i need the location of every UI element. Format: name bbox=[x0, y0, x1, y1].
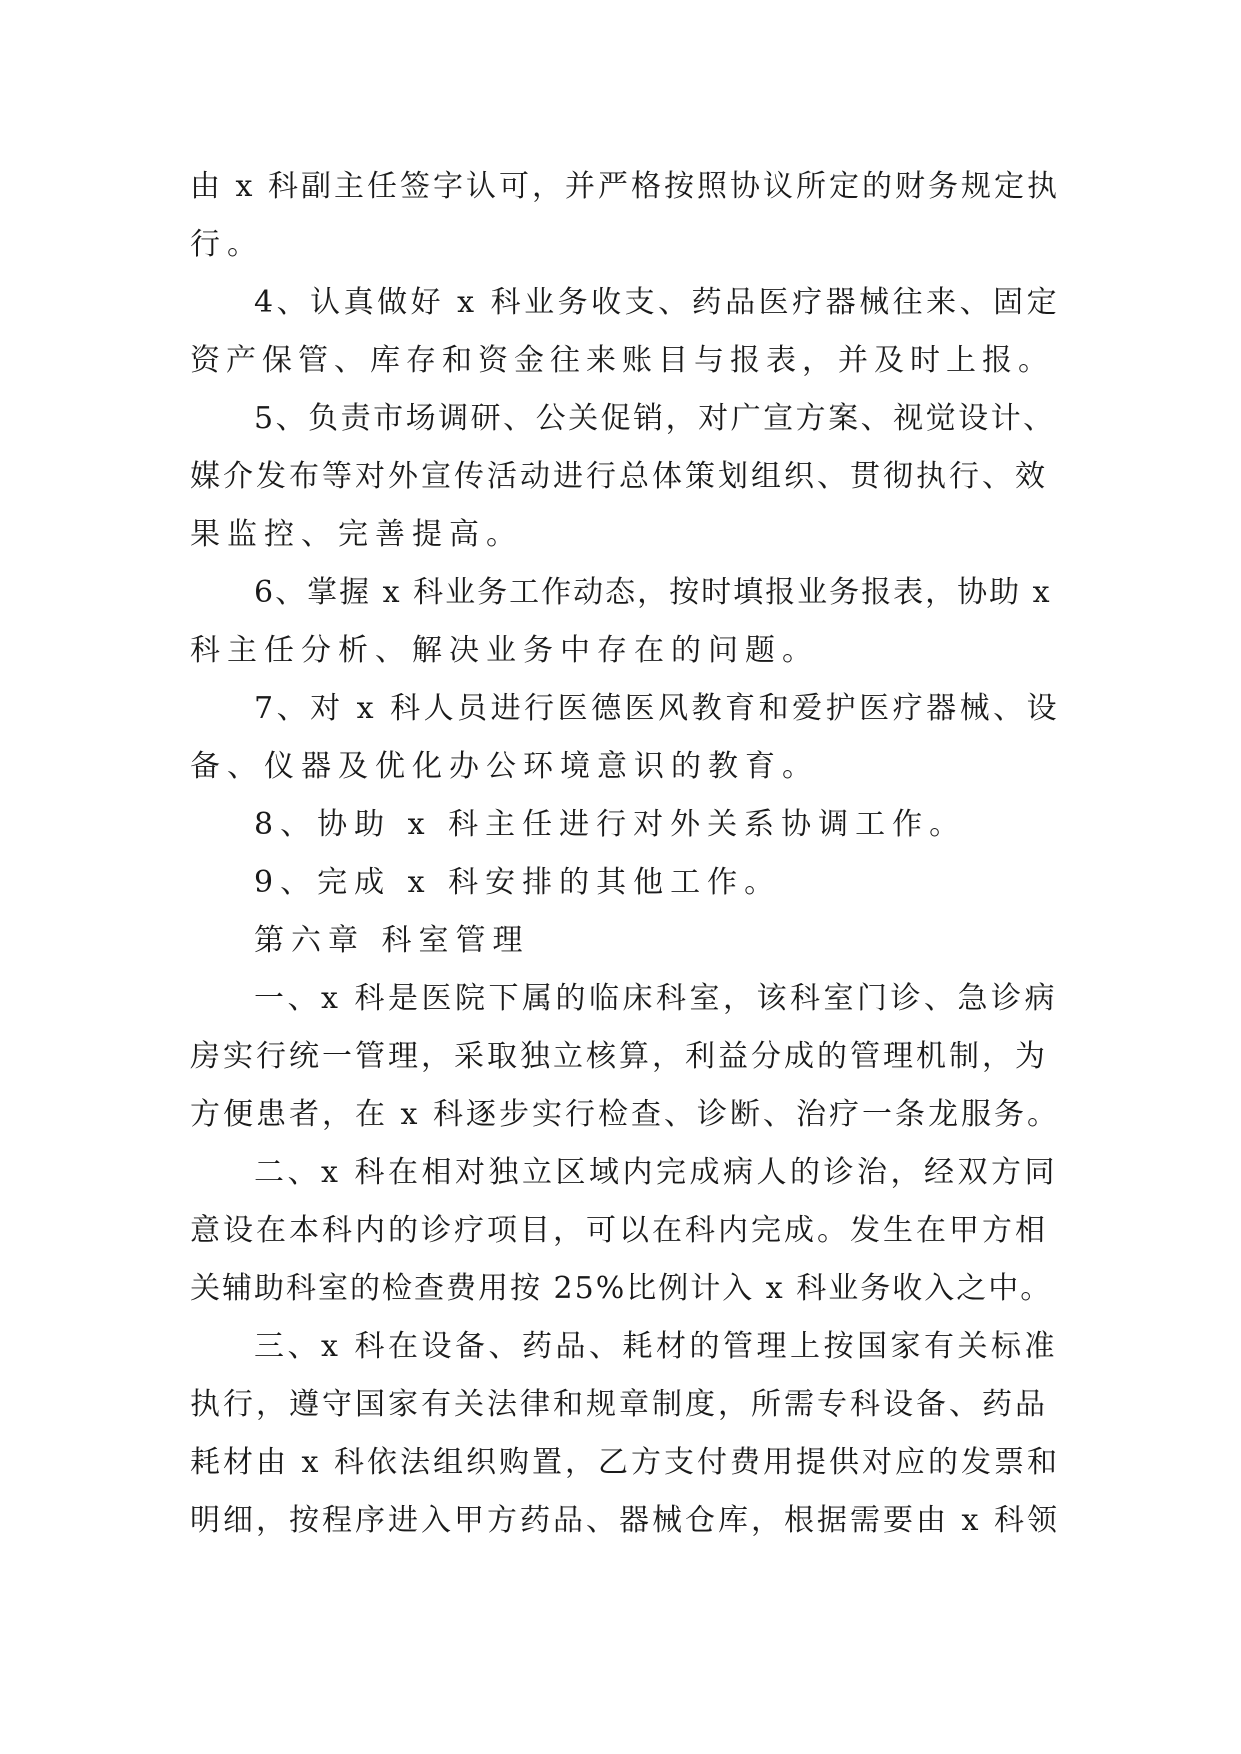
text-line: 关辅助科室的检查费用按 25%比例计入 x 科业务收入之中。 bbox=[190, 1271, 1053, 1306]
text-line: 三、x 科在设备、药品、耗材的管理上按国家有关标准 bbox=[254, 1329, 1058, 1364]
text-line: 二、x 科在相对独立区域内完成病人的诊治，经双方同 bbox=[254, 1155, 1058, 1190]
text-line: 媒介发布等对外宣传活动进行总体策划组织、贯彻执行、效 bbox=[190, 459, 1048, 494]
document-body bbox=[190, 158, 1060, 1550]
text-line: 意设在本科内的诊疗项目，可以在科内完成。发生在甲方相 bbox=[190, 1213, 1048, 1248]
text-line: 7、对 x 科人员进行医德医风教育和爱护医疗器械、设 bbox=[254, 691, 1061, 726]
text-line: 9、完成 x 科安排的其他工作。 bbox=[254, 865, 782, 900]
text-line: 4、认真做好 x 科业务收支、药品医疗器械往来、固定 bbox=[254, 285, 1061, 320]
text-line: 由 x 科副主任签字认可，并严格按照协议所定的财务规定执 bbox=[190, 169, 1060, 204]
text-line: 执行，遵守国家有关法律和规章制度，所需专科设备、药品 bbox=[190, 1387, 1048, 1422]
text-line: 8、协助 x 科主任进行对外关系协调工作。 bbox=[254, 807, 967, 842]
text-line: 方便患者，在 x 科逐步实行检查、诊断、治疗一条龙服务。 bbox=[190, 1097, 1060, 1132]
text-line: 行。 bbox=[190, 227, 264, 262]
text-line: 5、负责市场调研、公关促销，对广宣方案、视觉设计、 bbox=[254, 401, 1056, 436]
text-line: 果监控、完善提高。 bbox=[190, 517, 523, 552]
text-line: 耗材由 x 科依法组织购置，乙方支付费用提供对应的发票和 bbox=[190, 1445, 1060, 1480]
text-line: 明细，按程序进入甲方药品、器械仓库，根据需要由 x 科领 bbox=[190, 1503, 1060, 1538]
text-line: 房实行统一管理，采取独立核算，利益分成的管理机制，为 bbox=[190, 1039, 1048, 1074]
text-line: 一、x 科是医院下属的临床科室，该科室门诊、急诊病 bbox=[254, 981, 1058, 1016]
text-line: 资产保管、库存和资金往来账目与报表，并及时上报。 bbox=[190, 343, 1054, 378]
text-line: 6、掌握 x 科业务工作动态，按时填报业务报表，协助 x bbox=[254, 575, 1052, 610]
text-line: 备、仪器及优化办公环境意识的教育。 bbox=[190, 749, 819, 784]
text-line: 科主任分析、解决业务中存在的问题。 bbox=[190, 633, 819, 668]
chapter-heading: 第六章 科室管理 bbox=[254, 923, 530, 958]
